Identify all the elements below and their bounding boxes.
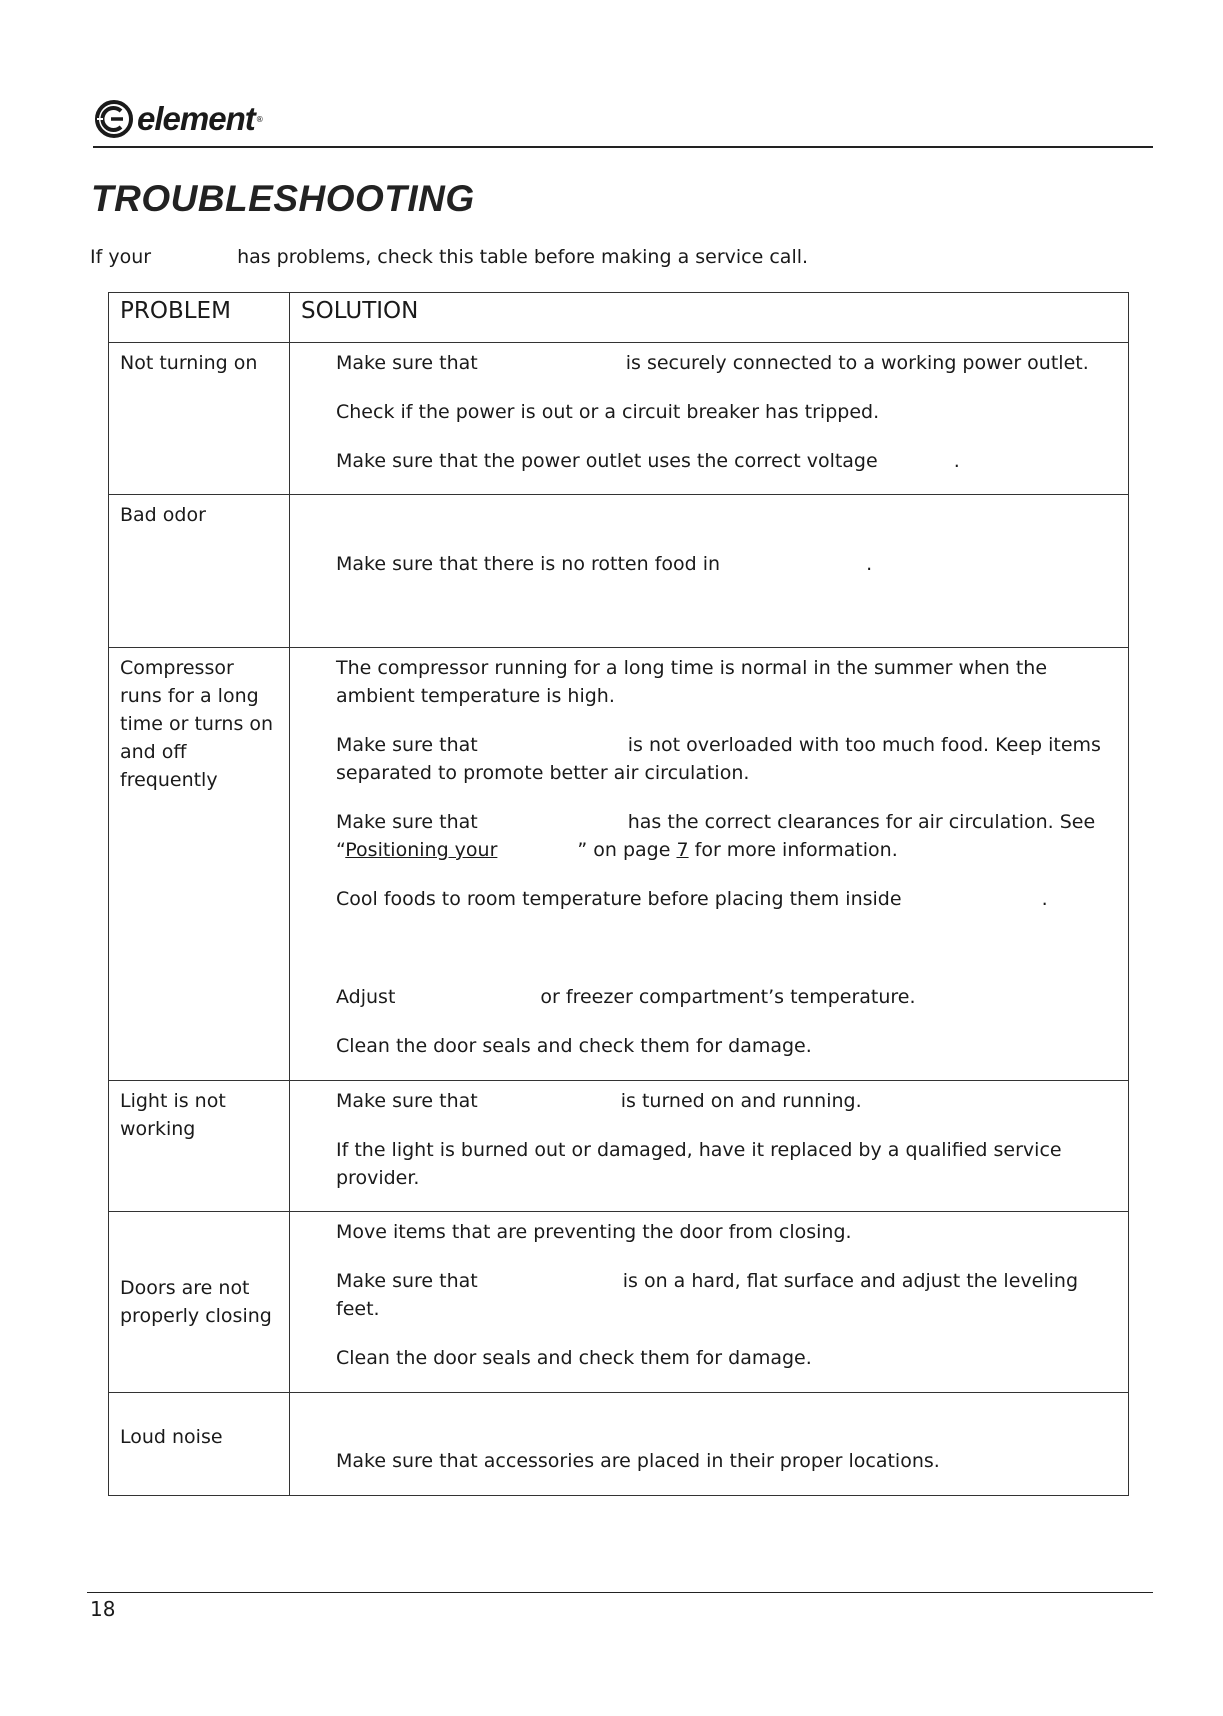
table-row [109,1081,1129,1212]
solution-item: Check if the power is out or a circuit breaker has tripped. [336,401,880,423]
problem-cell: Not turning on [109,343,290,495]
solution-item: Make sure that has the correct clearances for air circulation. See “Positioning your ” on page 7 for more information. [336,811,1096,861]
intro-start: If your [90,246,152,268]
troubleshooting-table [108,292,1129,1496]
solution-item: Adjust or freezer compartment’s temperature. [336,986,916,1008]
solution-item: The compressor running for a long time is normal in the summer when the ambient temperature is high. [336,657,1048,707]
problem-cell: Bad odor [109,495,290,648]
table-row [109,495,1129,648]
trademark-symbol: ® [255,114,264,124]
solution-item: Make sure that there is no rotten food in . [336,553,873,575]
solution-item: Move items that are preventing the door from closing. [336,1221,852,1243]
intro-text [90,246,808,268]
solution-item: Clean the door seals and check them for damage. [336,1035,812,1057]
positioning-link[interactable]: Positioning your [345,839,498,861]
brand-name: element [137,100,255,137]
problem-cell: Doors are not properly closing [109,1212,290,1393]
solution-cell [290,648,1129,1081]
page-number: 18 [90,1597,116,1621]
solution-item: If the light is burned out or damaged, have it replaced by a qualified service provider. [336,1139,1062,1189]
solution-item: Make sure that is on a hard, flat surface and adjust the leveling feet. [336,1270,1078,1320]
problem-cell: Compressor runs for a long time or turns on and off frequently [109,648,290,1081]
footer-divider [87,1592,1153,1593]
element-logo-icon [93,98,135,140]
table-row [109,1212,1129,1393]
intro-rest: has problems, check this table before making a service call. [237,246,809,268]
solution-cell [290,495,1129,648]
table-header-row [109,293,1129,343]
solution-item: Make sure that is not overloaded with too much food. Keep items separated to promote better air circulation. [336,734,1101,784]
solution-item: Make sure that accessories are placed in their proper locations. [336,1450,940,1472]
solution-item: Clean the door seals and check them for damage. [336,1347,812,1369]
solution-item: Make sure that is securely connected to a working power outlet. [336,352,1089,374]
table-row [109,1393,1129,1496]
solution-item: Cool foods to room temperature before placing them inside . [336,888,1048,910]
solution-cell [290,1393,1129,1496]
problem-cell: Light is not working [109,1081,290,1212]
solution-cell [290,343,1129,495]
solution-item: Make sure that the power outlet uses the correct voltage . [336,450,960,472]
solution-column-header: SOLUTION [290,293,1129,343]
problem-cell: Loud noise [109,1393,290,1496]
solution-cell [290,1081,1129,1212]
table-row [109,648,1129,1081]
solution-cell [290,1212,1129,1393]
solution-item: Make sure that is turned on and running. [336,1090,862,1112]
brand-header [93,95,264,143]
header-divider [93,146,1153,148]
page-reference-link[interactable]: 7 [676,839,689,861]
problem-column-header: PROBLEM [109,293,290,343]
page-title: TROUBLESHOOTING [91,178,475,219]
table-row [109,343,1129,495]
